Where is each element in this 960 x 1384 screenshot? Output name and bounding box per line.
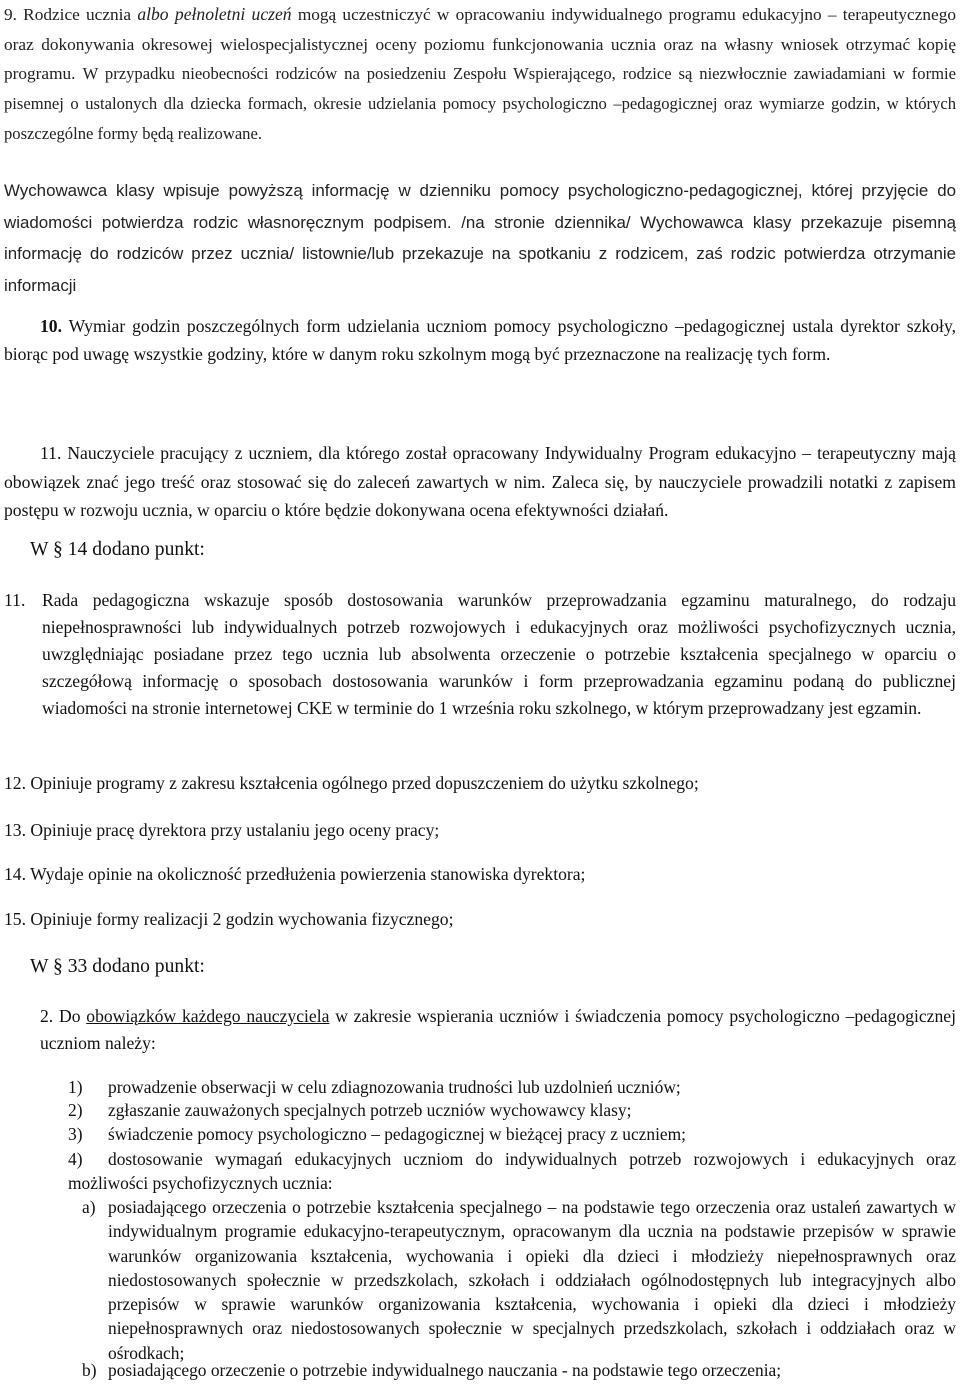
list-item-1	[68, 1076, 956, 1100]
paragraph-9	[4, 0, 956, 149]
sublist-item-letter: a)	[82, 1197, 96, 1217]
list-item-number: 1)	[68, 1077, 83, 1097]
heading-section-33: W § 33 dodano punkt:	[30, 956, 205, 977]
paragraph-9-italic: albo pełnoletni uczeń	[137, 4, 292, 24]
paragraph-10	[4, 312, 956, 368]
paragraph-10-number: 10.	[40, 316, 62, 336]
paragraph-2-underlined: obowiązków każdego nauczyciela	[86, 1006, 330, 1026]
list-item-14: 14. Wydaje opinie na okoliczność przedłużenia powierzenia stanowiska dyrektora;	[4, 864, 586, 884]
paragraph-2-pre: Do	[53, 1006, 87, 1026]
paragraph-10-text: Wymiar godzin poszczególnych form udzielania uczniom pomocy psychologiczno –pedagogicznej ustala dyrektor szkoły, biorąc pod uwagę wszystkie godziny, które w danym roku szkolnym mogą być przeznaczone na realizację tych form.	[4, 316, 956, 364]
list-item-text: świadczenie pomocy psychologiczno – pedagogicznej w bieżącej pracy z uczniem;	[108, 1124, 686, 1144]
sublist-item-b	[82, 1358, 956, 1382]
sublist-item-letter: b)	[82, 1360, 97, 1380]
sublist-item-a	[82, 1195, 956, 1365]
list-item-2	[68, 1099, 956, 1123]
list-item-text: dostosowanie wymagań edukacyjnych uczniom do indywidualnych potrzeb rozwojowych i edukacyjnych oraz możliwości psychofizycznych ucznia:	[68, 1149, 956, 1193]
list-item-13: 13. Opiniuje pracę dyrektora przy ustalaniu jego oceny pracy;	[4, 820, 440, 840]
paragraph-11: 11. Nauczyciele pracujący z uczniem, dla którego został opracowany Indywidualny Program edukacyjno – terapeutyczny mają obowiązek znać jego treść oraz stosować się do zaleceń zawartych w nim. Zaleca się, by nauczyciele prowadzili notatki z zapisem postępu w rozwoju ucznia, w oparciu o które będzie dokonywana ocena efektywności działań.	[4, 443, 956, 521]
paragraph-11-rada-text: Rada pedagogiczna wskazuje sposób dostosowania warunków przeprowadzania egzaminu maturalnego, do rodzaju niepełnosprawności lub indywidualnych potrzeb rozwojowych i edukacyjnych oraz możliwości psychofizycznych ucznia, uwzględniając posiadane przez tego ucznia lub absolwenta orzeczenie o potrzebie kształcenia specjalnego w oparciu o szczegółową informację o sposobach dostosowania warunków i form przeprowadzania egzaminu podaną do publicznej wiadomości na stronie internetowej CKE w terminie do 1 września roku szkolnego, w którym przeprowadzany jest egzamin.	[42, 590, 956, 718]
paragraph-9-lead-rest: mogą uczestniczyć w opracowaniu indywidualnego programu edukacyjno – terapeutycznego oraz dokonywania okresowej wielospecjalistycznej oceny poziomu funkcjonowania ucznia oraz na własny wniosek otrzymać kopię programu.	[4, 5, 956, 84]
heading-section-14: W § 14 dodano punkt:	[30, 539, 205, 560]
list-item-12: 12. Opiniuje programy z zakresu kształcenia ogólnego przed dopuszczeniem do użytku szkolnego;	[4, 773, 699, 793]
paragraph-2-number: 2.	[40, 1006, 54, 1026]
paragraph-9-rest: W przypadku nieobecności rodziców na posiedzeniu Zespołu Wspierającego, rodzice są niezwłocznie zawiadamiani w formie pisemnej o ustalonych dla dziecka formach, okresie udzielania pomocy psychologiczno –pedagogicznej oraz wymiarze godzin, w których poszczególne formy będą realizowane.	[4, 64, 956, 143]
paragraph-wychowawca: Wychowawca klasy wpisuje powyższą informację w dzienniku pomocy psychologiczno-pedagogicznej, której przyjęcie do wiadomości potwierdza rodzic własnoręcznym podpisem. /na stronie dziennika/ Wychowawca klasy przekazuje pisemną informację do rodziców przez ucznia/ listownie/lub przekazuje na spotkaniu z rodzicem, zaś rodzic potwierdza otrzymanie informacji	[4, 181, 956, 295]
list-item-text: zgłaszanie zauważonych specjalnych potrzeb uczniów wychowawcy klasy;	[108, 1100, 632, 1120]
list-item-15: 15. Opiniuje formy realizacji 2 godzin wychowania fizycznego;	[4, 909, 454, 929]
paragraph-2	[40, 1003, 956, 1057]
paragraph-9-lead: 9. Rodzice ucznia	[4, 5, 138, 24]
list-item-4	[68, 1148, 956, 1195]
sublist-item-text: posiadającego orzeczenie o potrzebie indywidualnego nauczania - na podstawie tego orzeczenia;	[108, 1360, 782, 1380]
list-item-text: prowadzenie obserwacji w celu zdiagnozowania trudności lub uzdolnień uczniów;	[108, 1077, 681, 1097]
list-item-number: 2)	[68, 1100, 83, 1120]
list-item-number: 4)	[68, 1149, 83, 1169]
sublist-item-text: posiadającego orzeczenia o potrzebie kształcenia specjalnego – na podstawie tego orzeczenia oraz ustaleń zawartych w indywidualnym programie edukacyjno-terapeutycznym, opracowanym dla ucznia na podstawie przepisów w sprawie warunków organizowania kształcenia, wychowania i opieki dla dzieci i młodzieży niepełnosprawnych oraz niedostosowanych społecznie w przedszkolach, szkołach i oddziałach ogólnodostępnych lub integracyjnych albo przepisów w sprawie warunków organizowania kształcenia, wychowania i opieki dla dzieci i młodzieży niepełnosprawnych oraz niedostosowanych społecznie w specjalnych przedszkolach, szkołach i oddziałach oraz w ośrodkach;	[108, 1197, 956, 1363]
paragraph-11-rada-number: 11.	[4, 590, 26, 610]
paragraph-2-post: w zakresie wspierania uczniów i świadczenia pomocy psychologiczno –pedagogicznej uczniom należy:	[40, 1006, 956, 1053]
list-item-3	[68, 1123, 956, 1147]
paragraph-11-rada	[4, 587, 956, 722]
list-item-number: 3)	[68, 1124, 83, 1144]
